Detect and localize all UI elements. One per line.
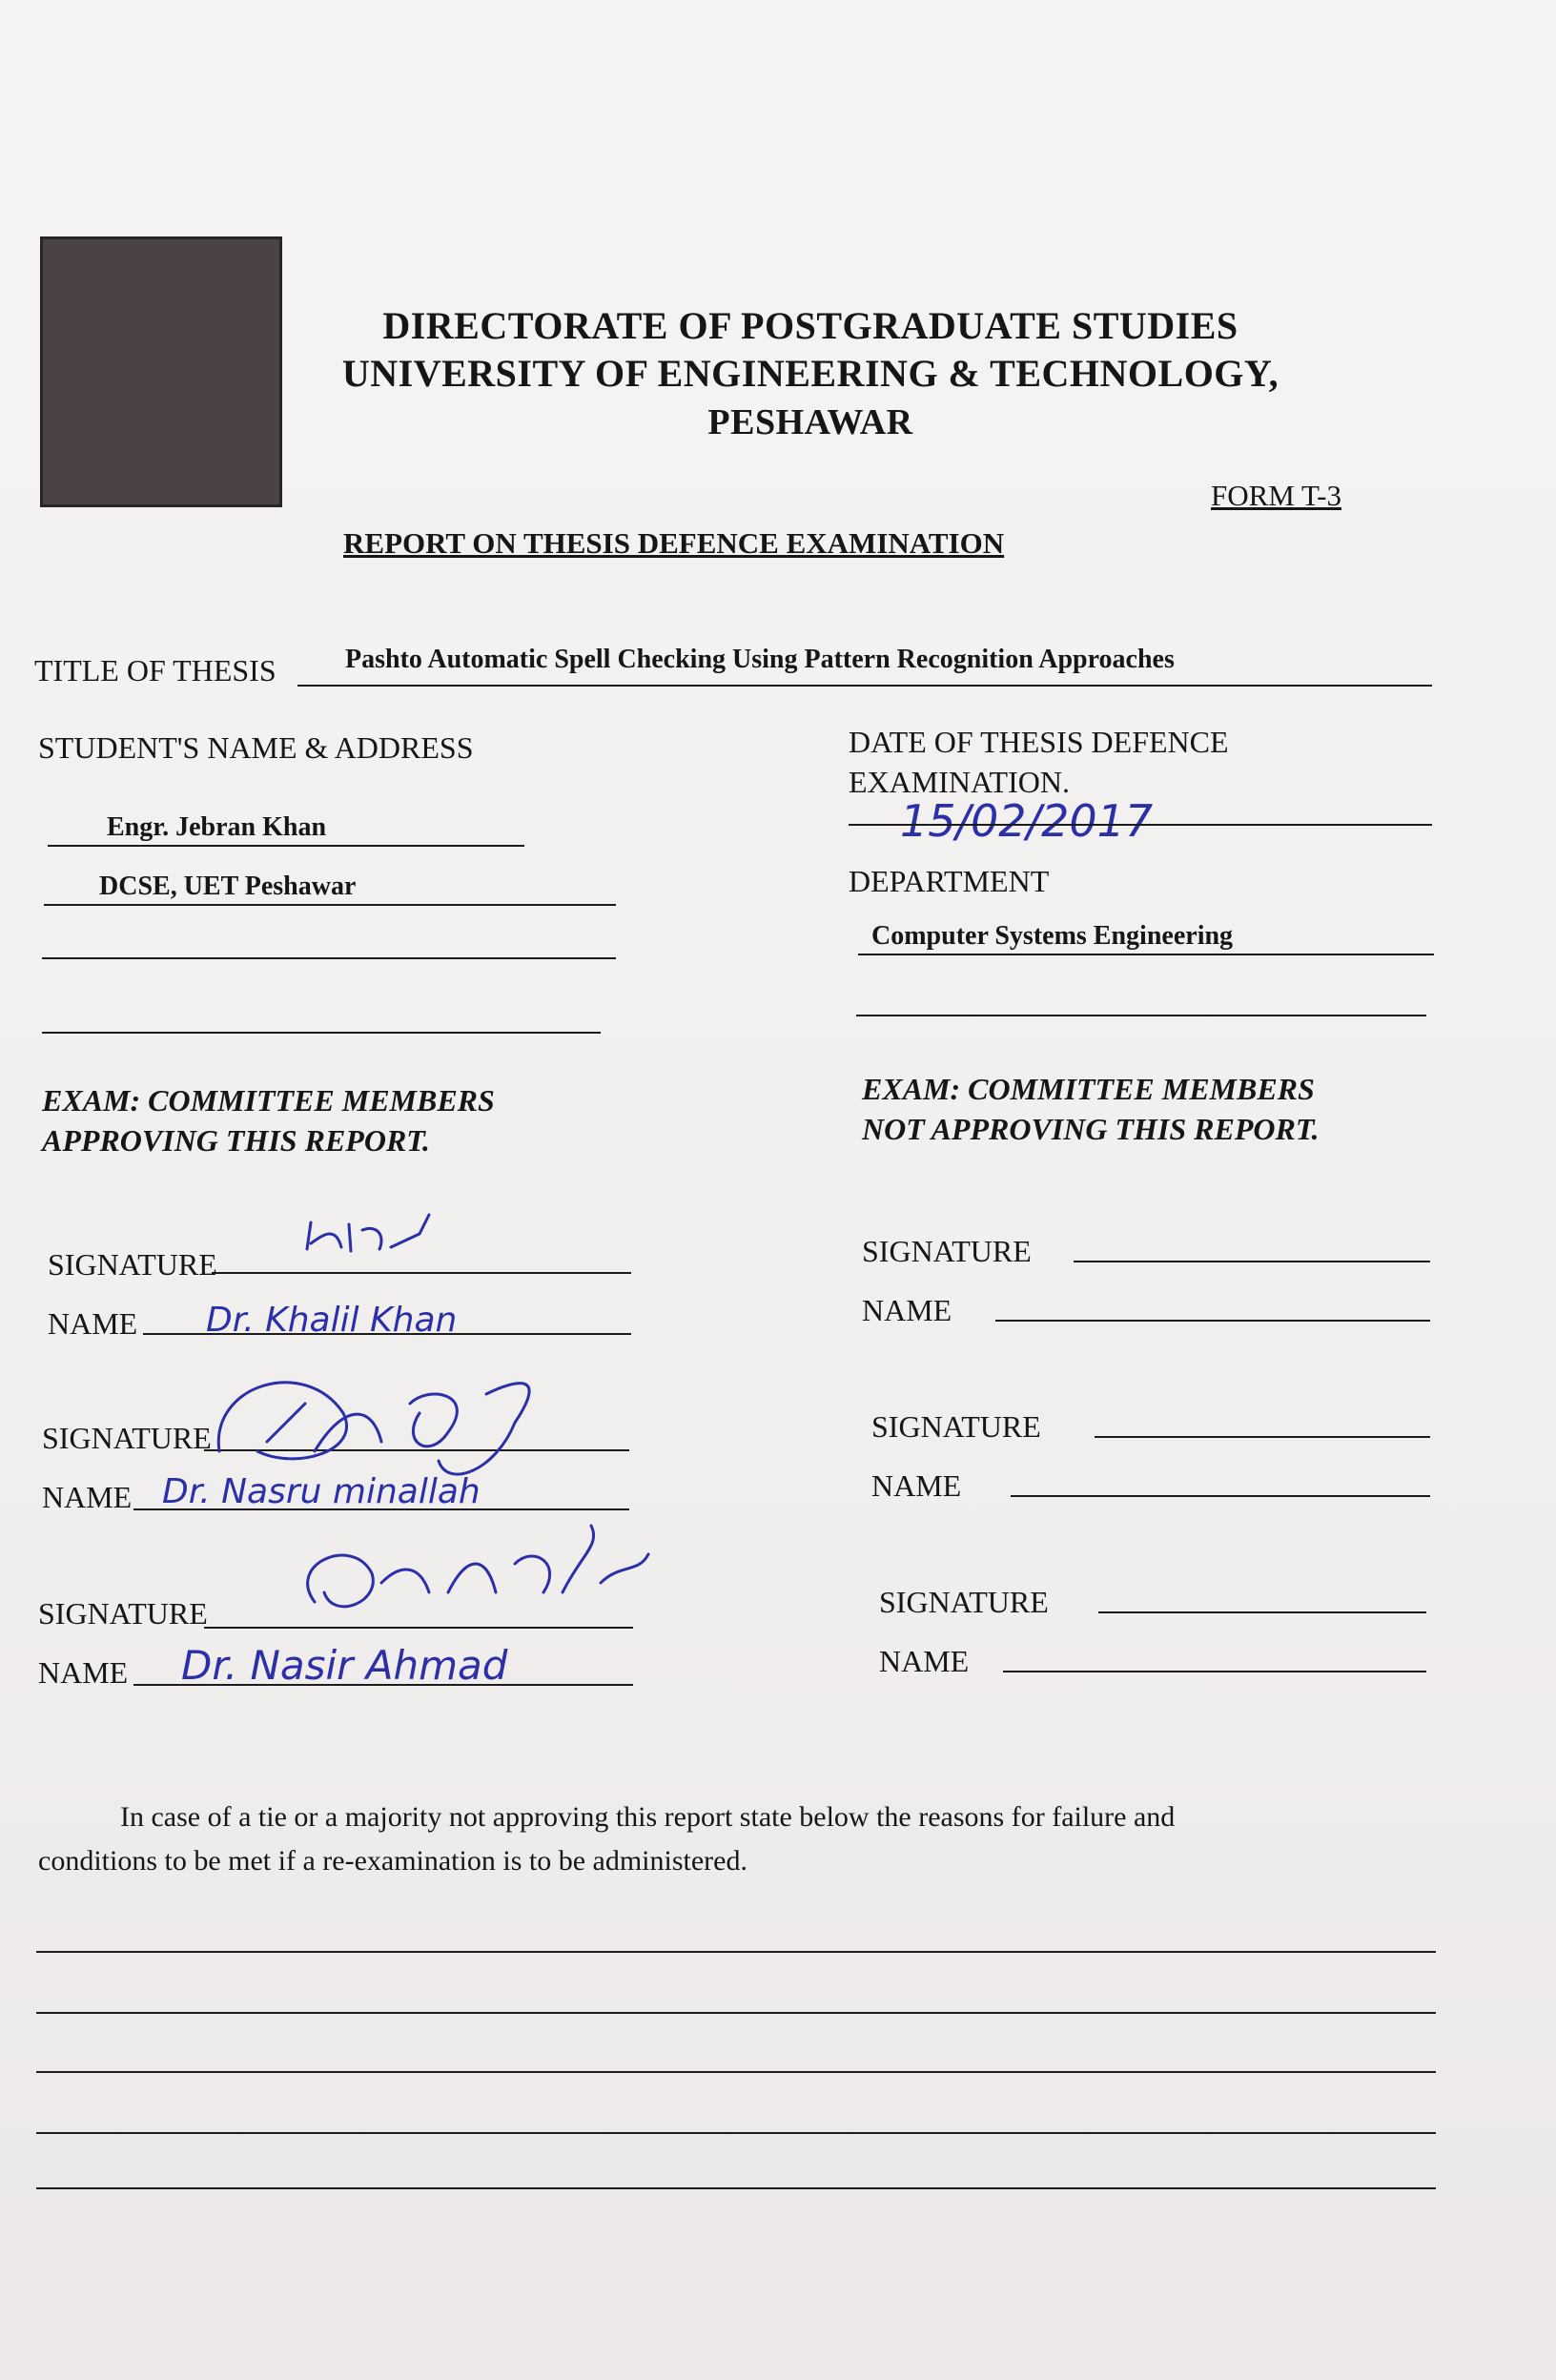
- not-approving-3-name-line: [1003, 1671, 1426, 1672]
- header-city: PESHAWAR: [707, 402, 913, 442]
- approving-heading-line2: APPROVING THIS REPORT.: [42, 1123, 430, 1158]
- approving-2-name-line: [133, 1508, 629, 1510]
- approving-1-signature-label: SIGNATURE: [48, 1247, 217, 1282]
- thesis-title-label: TITLE OF THESIS: [34, 653, 276, 687]
- not-approving-3-signature-label: SIGNATURE: [879, 1585, 1049, 1619]
- date-label-line2: EXAMINATION.: [849, 765, 1070, 799]
- approving-3-signature-label: SIGNATURE: [38, 1596, 208, 1631]
- approving-3-signature: [276, 1526, 677, 1640]
- approving-1-name-line: [143, 1333, 631, 1335]
- defence-date-value: 15/02/2017: [900, 795, 1154, 847]
- header-directorate: DIRECTORATE OF POSTGRADUATE STUDIES: [382, 304, 1239, 347]
- approving-3-name-label: NAME: [38, 1655, 129, 1690]
- approving-1-name-label: NAME: [48, 1306, 138, 1341]
- not-approving-2-signature-label: SIGNATURE: [871, 1409, 1041, 1444]
- approving-heading-line1: EXAM: COMMITTEE MEMBERS: [42, 1083, 495, 1118]
- student-blank-line-2: [42, 1032, 601, 1034]
- photo-placeholder: [40, 236, 282, 507]
- reason-line-3: [36, 2071, 1436, 2073]
- not-approving-1-name-line: [995, 1320, 1430, 1322]
- failure-note-line1: In case of a tie or a majority not approving this report state below the reasons for failure and: [120, 1801, 1176, 1833]
- not-approving-3-signature-line: [1098, 1611, 1426, 1613]
- student-address: DCSE, UET Peshawar: [99, 872, 357, 901]
- not-approving-2-name-line: [1011, 1495, 1430, 1497]
- reason-line-2: [36, 2012, 1436, 2014]
- thesis-title-value: Pashto Automatic Spell Checking Using Pattern Recognition Approaches: [345, 645, 1175, 674]
- report-title: REPORT ON THESIS DEFENCE EXAMINATION: [343, 526, 1005, 560]
- not-approving-3-name-label: NAME: [879, 1644, 970, 1678]
- not-approving-heading-line1: EXAM: COMMITTEE MEMBERS: [862, 1072, 1315, 1106]
- approving-2-signature-label: SIGNATURE: [42, 1421, 212, 1455]
- department-blank-line: [856, 1015, 1426, 1016]
- not-approving-heading-line2: NOT APPROVING THIS REPORT.: [862, 1112, 1320, 1146]
- approving-3-name-line: [133, 1684, 633, 1686]
- date-line: [849, 824, 1432, 826]
- department-line: [858, 954, 1434, 955]
- failure-note-line2: conditions to be met if a re-examination is to be administered.: [38, 1845, 747, 1877]
- student-name-line: [48, 845, 524, 847]
- student-label: STUDENT'S NAME & ADDRESS: [38, 730, 474, 765]
- reason-line-1: [36, 1951, 1436, 1953]
- approving-2-name: Dr. Nasru minallah: [162, 1472, 481, 1511]
- student-blank-line-1: [42, 957, 616, 959]
- header-university: UNIVERSITY OF ENGINEERING & TECHNOLOGY,: [341, 352, 1280, 395]
- not-approving-1-signature-line: [1074, 1261, 1430, 1262]
- student-name: Engr. Jebran Khan: [107, 812, 327, 842]
- department-label: DEPARTMENT: [849, 864, 1050, 898]
- approving-1-signature: [286, 1205, 496, 1272]
- date-label-line1: DATE OF THESIS DEFENCE: [849, 725, 1229, 759]
- not-approving-2-name-label: NAME: [871, 1468, 962, 1503]
- department-value: Computer Systems Engineering: [871, 921, 1234, 951]
- approving-3-name: Dr. Nasir Ahmad: [181, 1642, 508, 1689]
- approving-1-signature-line: [212, 1272, 631, 1274]
- not-approving-1-signature-label: SIGNATURE: [862, 1234, 1032, 1268]
- reason-line-5: [36, 2187, 1436, 2189]
- form-code: FORM T-3: [1211, 479, 1341, 512]
- approving-1-name: Dr. Khalil Khan: [206, 1301, 458, 1340]
- approving-2-name-label: NAME: [42, 1480, 133, 1514]
- student-address-line: [44, 904, 616, 906]
- not-approving-2-signature-line: [1095, 1436, 1430, 1438]
- not-approving-1-name-label: NAME: [862, 1293, 952, 1327]
- reason-line-4: [36, 2132, 1436, 2134]
- thesis-title-line: [297, 685, 1432, 687]
